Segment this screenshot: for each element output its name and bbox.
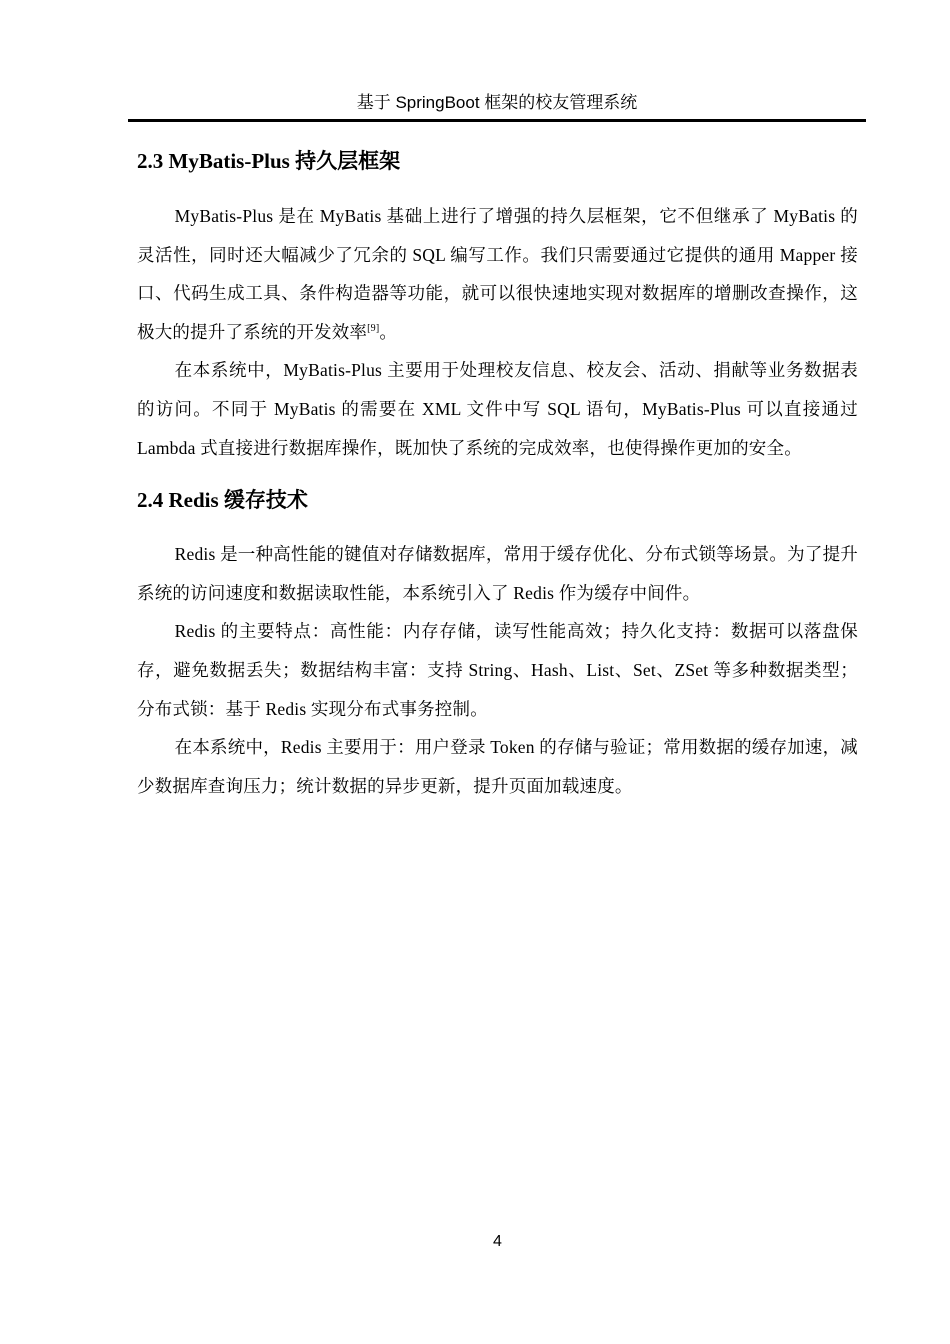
body-paragraph: Redis 的主要特点：高性能：内存存储，读写性能高效；持久化支持：数据可以落盘保存，避免数据丢失；数据结构丰富：支持 String、Hash、List、Set、ZSet 等多种数据类型；分布式锁：基于 Redis 实现分布式事务控制。 <box>137 621 858 719</box>
citation-ref: [9] <box>367 322 380 334</box>
section-heading: 2.3 MyBatis-Plus 持久层框架 <box>137 149 401 173</box>
page-number: 4 <box>493 1233 502 1250</box>
running-title: 基于 SpringBoot 框架的校友管理系统 <box>356 93 638 112</box>
running-header <box>128 90 866 122</box>
body-paragraph: 在本系统中，MyBatis-Plus 主要用于处理校友信息、校友会、活动、捐献等业务数据表的访问。不同于 MyBatis 的需要在 XML 文件中写 SQL 语句，MyBatis-Plus 可以直接通过 Lambda 式直接进行数据库操作，既加快了系统的完成效率，也使得操作更加的安全。 <box>137 360 858 458</box>
page-body <box>137 143 858 805</box>
section-2-3 <box>137 143 858 467</box>
body-paragraph: Redis 是一种高性能的键值对存储数据库，常用于缓存优化、分布式锁等场景。为了提升系统的访问速度和数据读取性能，本系统引入了 Redis 作为缓存中间件。 <box>137 544 858 603</box>
paragraph-text: MyBatis-Plus 是在 MyBatis 基础上进行了增强的持久层框架，它不但继承了 MyBatis 的灵活性，同时还大幅减少了冗余的 SQL 编写工作。我们只需要通过它提供的通用 Mapper 接口、代码生成工具、条件构造器等功能，就可以很快速地实现对数据库的增删改查操作，这极大的提升了系统的开发效率 <box>137 206 858 342</box>
paragraph-tail: 。 <box>379 321 398 342</box>
section-2-4 <box>137 482 858 805</box>
body-paragraph: 在本系统中，Redis 主要用于：用户登录 Token 的存储与验证；常用数据的缓存加速，减少数据库查询压力；统计数据的异步更新，提升页面加载速度。 <box>137 737 858 796</box>
body-paragraph <box>137 197 858 351</box>
section-heading: 2.4 Redis 缓存技术 <box>137 488 308 513</box>
